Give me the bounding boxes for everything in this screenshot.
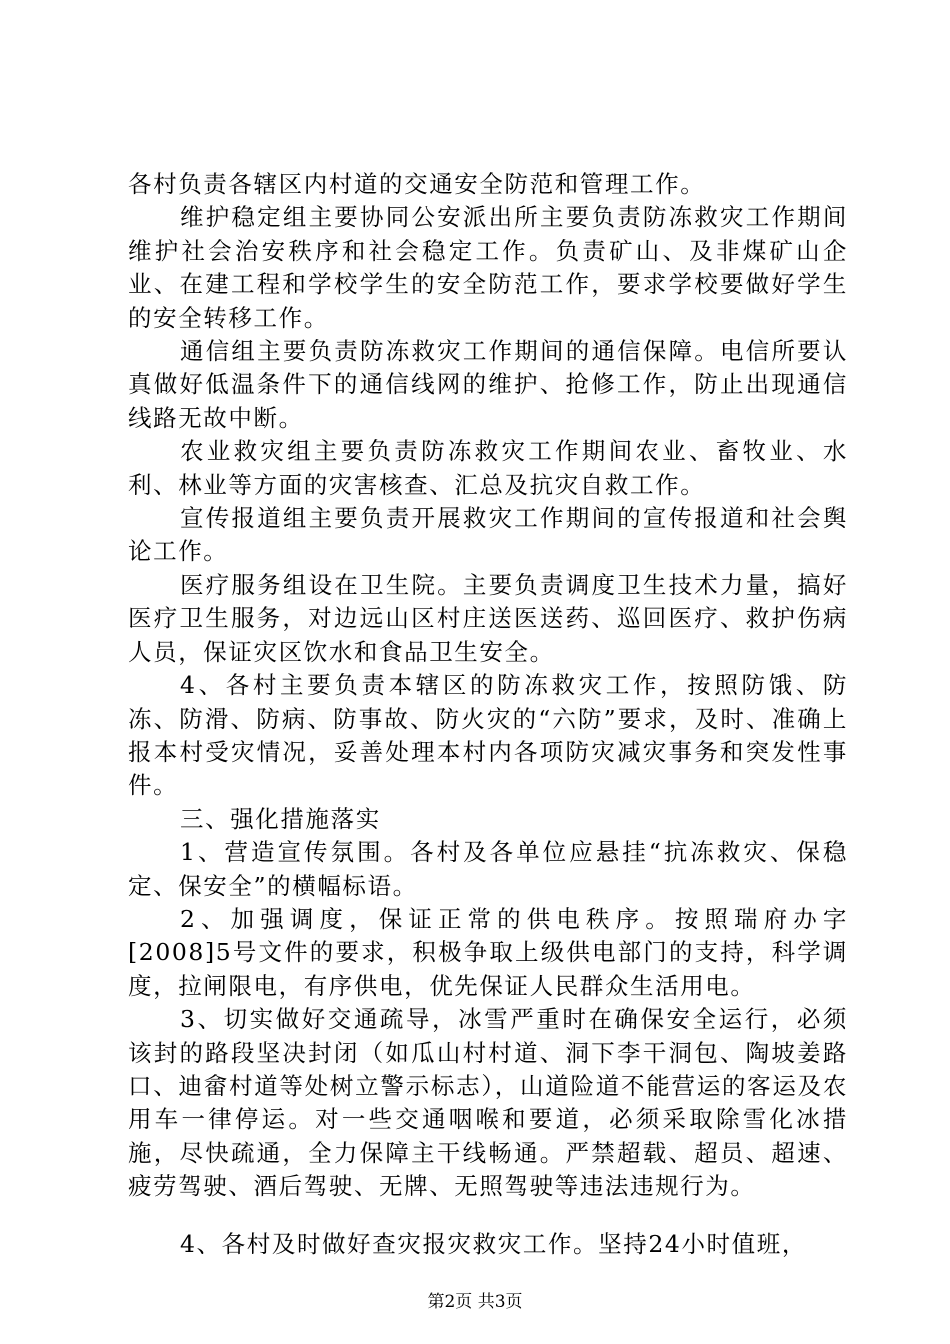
- paragraph: 4、各村及时做好查灾报灾救灾工作。坚持24小时值班，: [180, 1229, 807, 1258]
- section-heading: 三、强化措施落实: [180, 804, 381, 833]
- page-footer: 第2页 共3页: [427, 1292, 523, 1312]
- document-body: [128, 168, 848, 1261]
- paragraph: 1、营造宣传氛围。各村及各单位应悬挂“抗冻救灾、保稳定、保安全”的横幅标语。: [128, 838, 848, 900]
- paragraph: 医疗服务组设在卫生院。主要负责调度卫生技术力量，搞好医疗卫生服务，对边远山区村庄送医送药、巡回医疗、救护伤病人员，保证灾区饮水和食品卫生安全。: [128, 570, 848, 666]
- paragraph: 各村负责各辖区内村道的交通安全防范和管理工作。: [128, 170, 706, 198]
- paragraph: 维护稳定组主要协同公安派出所主要负责防冻救灾工作期间维护社会治安秩序和社会稳定工作。负责矿山、及非煤矿山企业、在建工程和学校学生的安全防范工作，要求学校要做好学生的安全转移工作。: [128, 203, 848, 332]
- paragraph: 农业救灾组主要负责防冻救灾工作期间农业、畜牧业、水利、林业等方面的灾害核查、汇总及抗灾自救工作。: [128, 437, 848, 499]
- paragraph: 宣传报道组主要负责开展救灾工作期间的宣传报道和社会舆论工作。: [128, 504, 848, 566]
- paragraph: 4、各村主要负责本辖区的防冻救灾工作，按照防饿、防冻、防滑、防病、防事故、防火灾的“六防”要求，及时、准确上报本村受灾情况，妥善处理本村内各项防灾减灾事务和突发性事件。: [128, 671, 848, 800]
- paragraph: 2、加强调度，保证正常的供电秩序。按照瑞府办字[2008]5号文件的要求，积极争取上级供电部门的支持，科学调度，拉闸限电，有序供电，优先保证人民群众生活用电。: [128, 904, 848, 1000]
- paragraph: 通信组主要负责防冻救灾工作期间的通信保障。电信所要认真做好低温条件下的通信线网的维护、抢修工作，防止出现通信线路无故中断。: [128, 337, 848, 432]
- paragraph: 3、切实做好交通疏导，冰雪严重时在确保安全运行，必须该封的路段坚决封闭（如瓜山村村道、洞下李干洞包、陶坡姜路口、迪畲村道等处树立警示标志），山道险道不能营运的客运及农用车一律停运。对一些交通咽喉和要道，必须采取除雪化冰措施，尽快疏通，全力保障主干线畅通。严禁超载、超员、超速、疲劳驾驶、酒后驾驶、无牌、无照驾驶等违法违规行为。: [128, 1005, 848, 1201]
